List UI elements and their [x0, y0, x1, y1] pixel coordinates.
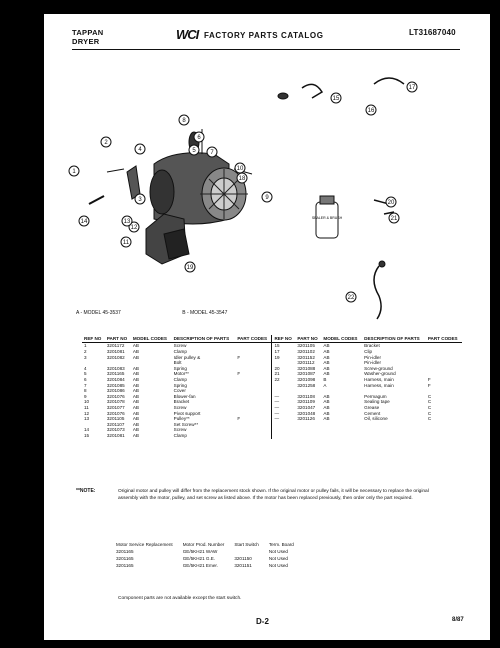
motor-table-cell: Not Used — [268, 563, 288, 568]
table-cell-ref2: 21 — [272, 371, 295, 377]
callout-number: 17 — [408, 85, 416, 91]
table-cell-part1: 3201107 — [106, 421, 125, 427]
table-cell-model2: B — [323, 376, 327, 382]
col-ref-no-2: REF NO — [272, 335, 295, 343]
table-cell-desc2: Sealing tape — [364, 399, 390, 405]
table-cell-part2: 3201098 — [297, 376, 316, 382]
callout-16 — [366, 105, 376, 115]
table-cell-model1: AB — [132, 382, 139, 388]
callout-number: 12 — [130, 225, 138, 231]
callout-number: 16 — [367, 108, 375, 114]
table-cell-code1: F — [237, 371, 241, 377]
main-harness — [374, 266, 381, 319]
col-model-codes-2: MODEL CODES — [321, 335, 362, 343]
table-cell-part1: 3201082 — [106, 354, 125, 360]
table-cell-code2: C — [427, 399, 432, 405]
table-cell-model1: AB — [132, 343, 139, 349]
table-cell-model2: AB — [323, 343, 330, 349]
table-cell-ref2: — — [272, 416, 295, 422]
callout-number: 19 — [186, 265, 194, 271]
table-cell-desc1: Idler pulley & — [173, 354, 201, 360]
product-line-1: TAPPAN — [72, 28, 104, 37]
table-cell-code2 — [426, 433, 462, 439]
col-part-no: PART NO — [105, 335, 131, 343]
table-cell-part2: 3201048 — [297, 410, 316, 416]
motor-col-term-board: Term. Board — [268, 542, 294, 547]
table-cell-desc2: Screw-ground — [364, 365, 393, 371]
table-cell-model2: AB — [323, 416, 330, 422]
table-cell-part2: 3201109 — [297, 399, 315, 405]
table-cell-ref1: 12 — [84, 410, 90, 416]
table-cell-code1: F — [237, 354, 241, 360]
footnote: Component parts are not available except the start switch. — [118, 596, 242, 601]
motor-table-cell: 3201150 — [234, 556, 252, 561]
wci-logo: WCI — [176, 27, 199, 42]
callout-6 — [194, 132, 204, 142]
callout-number: 13 — [123, 219, 131, 225]
table-cell-desc1: Cover — [173, 388, 186, 394]
screw-part — [107, 169, 124, 172]
table-cell-ref2: — — [272, 411, 295, 417]
table-cell-part2: 3201105 — [297, 343, 315, 349]
table-cell-code1 — [235, 433, 272, 439]
callout-3 — [135, 194, 145, 204]
table-cell-model1: AB — [132, 427, 139, 433]
table-cell-part2: 3201087 — [297, 371, 316, 377]
callout-18 — [237, 173, 247, 183]
table-cell-ref1: 13 — [84, 416, 90, 422]
table-cell-model2: AB — [323, 404, 330, 410]
callout-15 — [331, 93, 341, 103]
table-cell-part2: 3201126 — [297, 416, 315, 422]
table-cell-desc2: Bracket — [364, 343, 380, 349]
table-cell-part1: 3201081 — [106, 432, 125, 438]
model-a-label: A - MODEL 45-3537 — [76, 310, 121, 316]
motor-col-prod-number: Motor Prod. Number — [182, 542, 225, 547]
motor-table-header — [116, 541, 304, 548]
motor-table-cell: 3201165 — [116, 556, 134, 561]
parts-table — [82, 335, 462, 439]
bottle-label: SEALER & BRUSH — [311, 216, 343, 220]
table-cell-desc2: Grease — [364, 404, 380, 410]
table-cell-code2: F — [427, 382, 431, 388]
note-label: **NOTE: — [76, 488, 96, 494]
table-cell-model1: AB — [132, 399, 139, 405]
model-legend — [76, 310, 287, 316]
motor-table-cell: 3201165 — [116, 563, 134, 568]
table-cell-ref2: — — [272, 405, 295, 411]
table-cell-desc1: Pulley** — [173, 416, 190, 422]
col-ref-no: REF NO — [82, 335, 105, 343]
screw-part-lower — [89, 196, 104, 204]
callout-number: 8 — [182, 118, 186, 124]
table-cell-desc1: Clamp — [173, 376, 187, 382]
table-cell-part2: 3201088 — [297, 365, 316, 371]
table-cell-model1: AB — [132, 393, 139, 399]
table-cell-desc1: Screw — [173, 343, 187, 349]
table-cell-part1: 3201076 — [106, 393, 125, 399]
bracket-hook — [374, 78, 404, 84]
table-cell-ref2: — — [272, 399, 295, 405]
table-cell-desc2: Pin-idler — [364, 360, 381, 366]
note-text: Original motor and pulley will differ from the replacement stock shown. If the original motor or pulley fails, it will be necessary to replace the original assembly with the motor, pulley, and set screw as listed above. If the motor has been replaced previously, then order only the part required. — [118, 489, 429, 501]
table-cell-part2: 3201258 — [297, 382, 316, 388]
callout-number: 2 — [104, 140, 108, 146]
table-cell-part1: 3201105 — [106, 416, 125, 422]
table-cell-ref2 — [272, 433, 295, 439]
callout-9 — [262, 192, 272, 202]
table-cell-model1: AB — [132, 410, 139, 416]
table-cell-desc1: Spring — [173, 382, 187, 388]
callout-number: 11 — [122, 240, 130, 246]
table-cell-desc2: Washer-ground — [364, 371, 396, 377]
table-cell-model2: AB — [323, 349, 330, 354]
callout-14 — [79, 216, 89, 226]
table-cell-part2 — [295, 433, 321, 439]
motor-col-start-switch: Start Switch — [234, 542, 259, 547]
callout-number: 1 — [72, 169, 76, 175]
callout-19 — [185, 262, 195, 272]
table-cell-model2: AB — [323, 393, 330, 399]
table-cell-part1: 3201078 — [106, 399, 125, 405]
table-cell-desc1: Clamp — [173, 432, 187, 438]
table-cell-ref1: 11 — [84, 404, 89, 410]
catalog-page — [44, 14, 490, 640]
table-cell-ref1: 8 — [84, 388, 87, 394]
spring-part — [302, 84, 322, 98]
table-cell-model1: AB — [132, 354, 139, 360]
table-cell-part1: 3201073 — [106, 427, 125, 433]
product-name — [72, 28, 104, 46]
table-cell-desc2: Harness, main — [364, 376, 394, 382]
table-cell-code2: C — [427, 393, 432, 399]
callout-5 — [189, 145, 199, 155]
callout-number: 4 — [138, 147, 142, 153]
callout-number: 10 — [236, 166, 244, 172]
model-b-label: B - MODEL 45-3547 — [182, 310, 228, 316]
callout-8 — [179, 115, 189, 125]
table-cell-desc1: Clamp — [173, 349, 187, 354]
page-date: 8/87 — [452, 617, 464, 623]
table-cell-part1: 3201085 — [106, 382, 125, 388]
table-cell-model2: AB — [323, 365, 330, 371]
table-cell-desc1: Bracket — [173, 399, 190, 405]
motor-table-cell: Not Used — [268, 549, 288, 554]
table-cell-ref1: 3 — [84, 354, 87, 360]
product-line-2: DRYER — [72, 37, 100, 46]
table-cell-part1: 3201086 — [106, 388, 125, 394]
table-cell-model1: AB — [132, 376, 139, 382]
table-cell-desc1: Screw — [173, 427, 187, 433]
table-cell-desc1: Screw — [173, 404, 187, 410]
callout-4 — [135, 144, 145, 154]
clip-part — [278, 93, 288, 99]
callout-13 — [122, 216, 132, 226]
table-cell-desc2: Pin-idler — [364, 354, 381, 360]
table-cell-model2: AB — [323, 371, 330, 377]
table-cell-model1: AB — [132, 371, 139, 377]
table-cell-model1: AB — [132, 416, 139, 422]
motor-table-cell: Not Used — [268, 556, 288, 561]
callout-number: 22 — [347, 295, 355, 301]
table-cell-desc1: Spring — [173, 365, 187, 371]
callout-1 — [69, 166, 79, 176]
exploded-parts-diagram — [44, 54, 490, 324]
callout-7 — [207, 147, 217, 157]
col-part-no-2: PART NO — [295, 335, 321, 343]
motor-table-cell: GE/5KH21 WAW — [182, 549, 218, 554]
harness-connector — [379, 261, 385, 267]
motor-table-cell — [234, 548, 269, 555]
table-cell-part1: 3201077 — [106, 404, 125, 410]
col-description: DESCRIPTION OF PARTS — [172, 335, 236, 343]
pivot-support — [164, 229, 189, 259]
table-cell-part2: 3201108 — [297, 393, 315, 399]
header-rule — [72, 49, 460, 50]
callout-number: 9 — [265, 195, 269, 201]
catalog-code: LT31687040 — [409, 28, 456, 37]
table-cell-ref1: 5 — [84, 371, 87, 377]
motor-endcap — [150, 170, 174, 214]
motor-col-replacement: Motor Service Replacement — [116, 542, 173, 547]
callout-number: 14 — [80, 219, 88, 225]
table-cell-part1: 3201165 — [106, 371, 125, 377]
table-cell-model1: AB — [132, 349, 139, 354]
table-cell-desc1: Pivot support — [173, 410, 201, 416]
table-cell-model1: AB — [132, 404, 139, 410]
table-cell-part2: 3201112 — [297, 360, 315, 366]
table-cell-ref1: 4 — [84, 365, 87, 371]
table-cell-part1: 3201084 — [106, 376, 125, 382]
callout-20 — [386, 197, 396, 207]
callout-22 — [346, 292, 356, 302]
table-cell-model1: AB — [132, 365, 139, 371]
col-part-codes: PART CODES — [235, 335, 272, 343]
table-cell-ref1: 15 — [84, 432, 90, 438]
table-cell-model1: AB — [132, 388, 139, 394]
callout-number: 7 — [210, 150, 214, 156]
table-cell-ref2: 20 — [272, 366, 295, 372]
table-cell-ref1: 2 — [84, 349, 87, 354]
table-cell-code2: C — [427, 404, 432, 410]
table-cell-model2: AB — [323, 399, 330, 405]
callout-number: 3 — [138, 197, 142, 203]
table-cell-ref2: 15 — [272, 343, 295, 349]
table-cell-ref1: 7 — [84, 382, 87, 388]
table-cell-model2: AB — [323, 410, 330, 416]
sealer-bottle — [316, 202, 338, 238]
table-cell-desc1: Blower-fan — [173, 393, 196, 399]
table-cell-code2: C — [427, 410, 432, 416]
table-cell-part2: 3201152 — [297, 354, 315, 360]
table-cell-part1: 3201172 — [106, 343, 125, 349]
table-cell-model2: A — [323, 382, 327, 388]
callout-17 — [407, 82, 417, 92]
callout-10 — [235, 163, 245, 173]
callout-number: 6 — [197, 135, 201, 141]
page-number: D-2 — [256, 617, 269, 626]
table-cell-code2: C — [427, 416, 432, 422]
parts-table-header — [82, 335, 462, 343]
table-cell-ref2: 22 — [272, 377, 295, 383]
table-cell-desc1: Bolt — [173, 360, 182, 366]
table-cell-part1: 3201081 — [106, 349, 125, 354]
table-cell-ref2: — — [272, 394, 295, 400]
motor-table-row — [116, 562, 304, 569]
table-cell-ref1: 1 — [84, 343, 87, 349]
table-cell-code1: F — [237, 416, 241, 422]
table-cell-part1: 3201083 — [106, 365, 125, 371]
motor-table-cell: GE/5KH21 Emer. — [182, 563, 218, 568]
table-cell-desc2 — [362, 433, 426, 439]
callout-number: 5 — [192, 148, 196, 154]
callout-number: 15 — [332, 96, 340, 102]
table-cell-model1: AB — [132, 421, 139, 427]
table-cell-ref1: 6 — [84, 376, 87, 382]
motor-table-row — [116, 548, 304, 555]
table-cell-model2: AB — [323, 360, 330, 366]
table-cell-desc2: Permagum — [364, 393, 387, 399]
table-cell-desc2: Harness, main — [364, 382, 394, 388]
table-cell-model2: AB — [323, 354, 330, 360]
table-cell-ref1: 14 — [84, 427, 90, 433]
table-cell-ref1: 9 — [84, 393, 87, 399]
callout-21 — [389, 213, 399, 223]
table-cell-ref2: 19 — [272, 355, 295, 361]
table-cell-model1: AB — [132, 432, 139, 438]
table-cell-desc1: Motor** — [173, 371, 189, 377]
table-cell-model2 — [321, 433, 362, 439]
table-cell-desc1: Set Screw** — [173, 421, 199, 427]
motor-table-cell: 3201165 — [116, 549, 134, 554]
table-cell-part2: 3201047 — [297, 404, 316, 410]
table-cell-part1: 3201076 — [106, 410, 125, 416]
col-part-codes-2: PART CODES — [426, 335, 462, 343]
col-model-codes: MODEL CODES — [131, 335, 172, 343]
callout-2 — [101, 137, 111, 147]
catalog-title: FACTORY PARTS CATALOG — [204, 31, 324, 40]
table-cell-desc2: Cement — [364, 410, 381, 416]
table-cell-desc2: Clip — [364, 349, 373, 354]
table-cell-ref1: 10 — [84, 399, 90, 405]
callout-number: 21 — [390, 216, 398, 222]
table-cell-part2: 3201102 — [297, 349, 315, 354]
callout-number: 20 — [387, 200, 395, 206]
table-cell-desc2: Oil, silicone — [364, 416, 388, 422]
sealer-bottle-cap — [320, 196, 334, 204]
table-cell-ref2: 17 — [272, 349, 295, 355]
table-row — [82, 433, 462, 439]
motor-table-cell: GE/5KH21 G.E. — [182, 556, 216, 561]
motor-table-cell: 3201151 — [234, 563, 252, 568]
callout-11 — [121, 237, 131, 247]
callout-number: 18 — [238, 176, 246, 182]
motor-table — [116, 541, 304, 569]
table-cell-code2: F — [427, 376, 431, 382]
motor-table-row — [116, 555, 304, 562]
col-description-2: DESCRIPTION OF PARTS — [362, 335, 426, 343]
